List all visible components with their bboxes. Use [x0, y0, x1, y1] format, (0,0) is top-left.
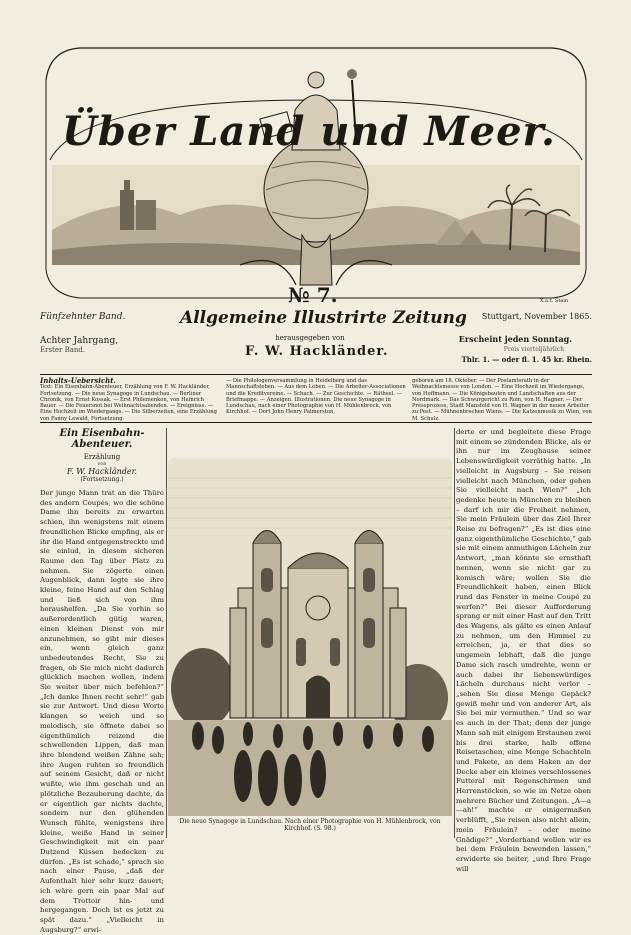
- volume-label: Fünfzehnter Band.: [40, 312, 126, 322]
- toc-column-2: [226, 378, 406, 418]
- article-continuation: (Fortsetzung.): [80, 476, 124, 483]
- article-column: [40, 428, 164, 934]
- synagogue-illustration: [168, 458, 452, 816]
- publication-frequency: Erscheint jeden Sonntag.: [458, 334, 572, 344]
- toc-text-1: Text: Ein Eisenbahn-Abenteuer, Erzählung von F. W. Hackländer, Fortsetzung. — Die neue Synagoge in Lundschau. — Berliner Chronik, von Ernst Kossak. — Erst Philemenkon, von Heinrich Bauer. — Die Feuersnot bei Weihnachtsabenden. — Ereignisse. — Eine Hochzeit im Wiedergangs. — Die Silberzeiten, eine Erzählung von Fanny Lewald, Fortsetzung.: [40, 384, 217, 422]
- toc-column-3: [412, 378, 592, 422]
- masthead-title-svg: Über Land und Meer.: [62, 108, 556, 155]
- subheader: [40, 308, 592, 372]
- engraver-signature: X.a.t. Stein: [540, 298, 569, 304]
- editor-intro: herausgegeben von: [275, 334, 345, 342]
- article-title: Ein Eisenbahn-Abenteuer.: [59, 428, 145, 450]
- article-genre: Erzählung: [83, 453, 121, 461]
- toc-text-2: — Die Philologenversammlung in Heidelberg und das Mannschaftsleben. — Aus dem Leben. — Die Arbeiter-Associationen und die Kreditvereine. — Schach. — Zur Geschichte. — Räthsel. — Briefmappe. — Anzeigen. Illustrationen: Die neue Synagoge in Lundschau, nach einer Photographie von H. Mühlenbrock, von Kirchhof. — Dort John Henry Palmerston,: [226, 378, 406, 416]
- table-of-contents: [40, 376, 592, 422]
- article-body: Der junge Mann trat an die Thüre des andern Coupés, wo die schöne Dame ihn bereits zu erwarten schien, ihn wenigstens mit einem freundlichen Blicke empfing, als er ihr die Hand entgegenstreckte und sie einlud, in diesem sicheren Raume den Tag über Platz zu nehmen. Sie zögerte einen Augenblick, dann legte sie ihre kleine, feine Hand auf den Schlag und ließ sich von ihm heraushelfen. „Da Sie vorhin so außerordentlich gütig waren, einen kleinen Dienst von mir anzunehmen, so gibt mir dieses ein, wenn gleich ganz unbedeutendes Recht, Sie zu fragen, ob Sie mich nicht dadurch glücklich machen wollen, indem Sie weiter über mich befehlen?“ „Ich danke Ihnen recht sehr!“ gab sie zur Antwort. Und diese Worte klangen so weich und so melodisch, sie öffnete dabei so eigenthümlich reizend die schwellenden Lippen, daß man ihre blendend weißen Zähne sah; ihre Augen ruhten so freundlich auf seinem Gesicht, daß er nicht wußte, wie ihm geschah und an plötzliche Bezauberung dachte, da er eigentlich gar nichts dachte, sondern nur den glühenden Wunsch fühlte, wenigstens ihre kleine, weiße Hand in seiner Geschwindigkeit mit ein paar Dutzend Küssen bedecken zu dürfen. „Es ist schade,“ sprach sie nach einer Pause, „daß der Aufenthalt hier sehr kurz dauert; ich wäre gern ein paar Mal auf dem Trottoir hin- und hergegangen. Doch ist es jetzt zu spät dazu.“ „Vielleicht in Augsburg?“ erwi-: [40, 489, 164, 934]
- toc-column-1: [40, 376, 220, 422]
- price: Thlr. 1. — oder fl. 1. 45 kr. Rhein.: [461, 355, 592, 364]
- toc-heading: Inhalts-Uebersicht.: [40, 376, 116, 385]
- issue-number: № 7.: [288, 283, 338, 307]
- column-divider-right: [454, 428, 455, 838]
- article-by: von: [97, 461, 107, 467]
- column-divider-left: [166, 428, 167, 838]
- illustration-caption: Die neue Synagoge in Lundschau. Nach einer Photographie von H. Mühlenbrock, von Kirchhof. (S. 98.): [179, 818, 441, 832]
- year-label: [40, 336, 118, 354]
- article-author: F. W. Hackländer.: [66, 467, 138, 476]
- year-main: Achter Jahrgang,: [40, 336, 119, 346]
- year-sub: Erster Band.: [40, 346, 86, 354]
- masthead: [40, 40, 592, 310]
- divider-bottom: [40, 422, 592, 423]
- divider-top: [40, 374, 592, 375]
- toc-text-3: geboren am 18. Oktober. — Der Postamtsrath in der Weihnachtsmesse von London. — Eine Hochzeit im Wiedergangs, von Hoffmann. — Die Königsbauten und Landschaften aus der Nordmark. — Das Schwurgericht zu Rom, von H. Hagner. — Der Pressprozess, Stadt Mansfeld von H. Wagner in der neuen Arbeiter zu Pest. — Mühnenbrechen Wiens. — Die Katzenmusik zu Wien, von M. Schulz.: [412, 378, 592, 422]
- publication-date: Stuttgart, November 1865.: [481, 312, 592, 321]
- article-continued-column: derte er und begleitete diese Frage mit einem so zündenden Blicke, als er ihn nur im Zeughause seiner Lebenswürdigkeit vorräthig hatte. „In vielleicht in Augsburg – Sie reisen vielleicht nach München, oder gehen Sie vielleicht nach Wien?“ „Ich gedenke heute in München zu bleiben – darf ich mir die Freiheit nehmen, Sie mein Fräulein über das Ziel Ihrer Reise zu befragen?“ „Es ist dies eine ganz eigenthümliche Geschichte,“ gab sie mit einem anmuthigen Lächeln zur Antwort, „man könnte sie ernsthaft nennen, wenn sie nicht gar zu komisch wäre; wollen Sie die Freundlichkeit haben, einen Blick rund das Fenster in meine Coupé zu werfen?“ Bei dieser Aufforderung sprang er mit einer Hast auf den Tritt des Wagens, als gälte es einen Anlauf zu nehmen, um den Himmel zu erreichen, ja, er that dies so ungemein lebhaft, daß die junge Dame sich rasch umdrehte, wenn er auch dabei ihr liebenswürdiges Lächeln durchaus nicht verlor – „sehen Sie diese Menge Gepäck? gewiß mehr und von anderer Art, als Sie bei mir vermuthen.“ Und so war es auch in der That; denn der junge Mann sah mit einigem Erstaunen zwei bis drei starke, halb offene Reisetaschen, eine Menge Schachteln und Pakete, an dem Haken an der Decke aber ein kleines verschlossenes Futteral mit Regenschirmen und Herrenstöcken, so wie im Netze oben mehrere Bücher und Zeitungen. „A—a—ah!“ machte er einigermaßen verblüfft, „Sie reisen also nicht allein, mein Fräulein? – oder meine Gnädige?“ „Vorderhand wollen wir es bei dem Fräulein bewenden lassen,“ erwiderte sie heiter, „und Ihre Frage will: [456, 428, 591, 873]
- newspaper-subtitle: Allgemeine Illustrirte Zeitung: [180, 308, 467, 328]
- masthead-illustration: [40, 40, 592, 310]
- price-note: Preis vierteljährlich: [503, 346, 564, 353]
- editor-name: F. W. Hackländer.: [245, 344, 389, 359]
